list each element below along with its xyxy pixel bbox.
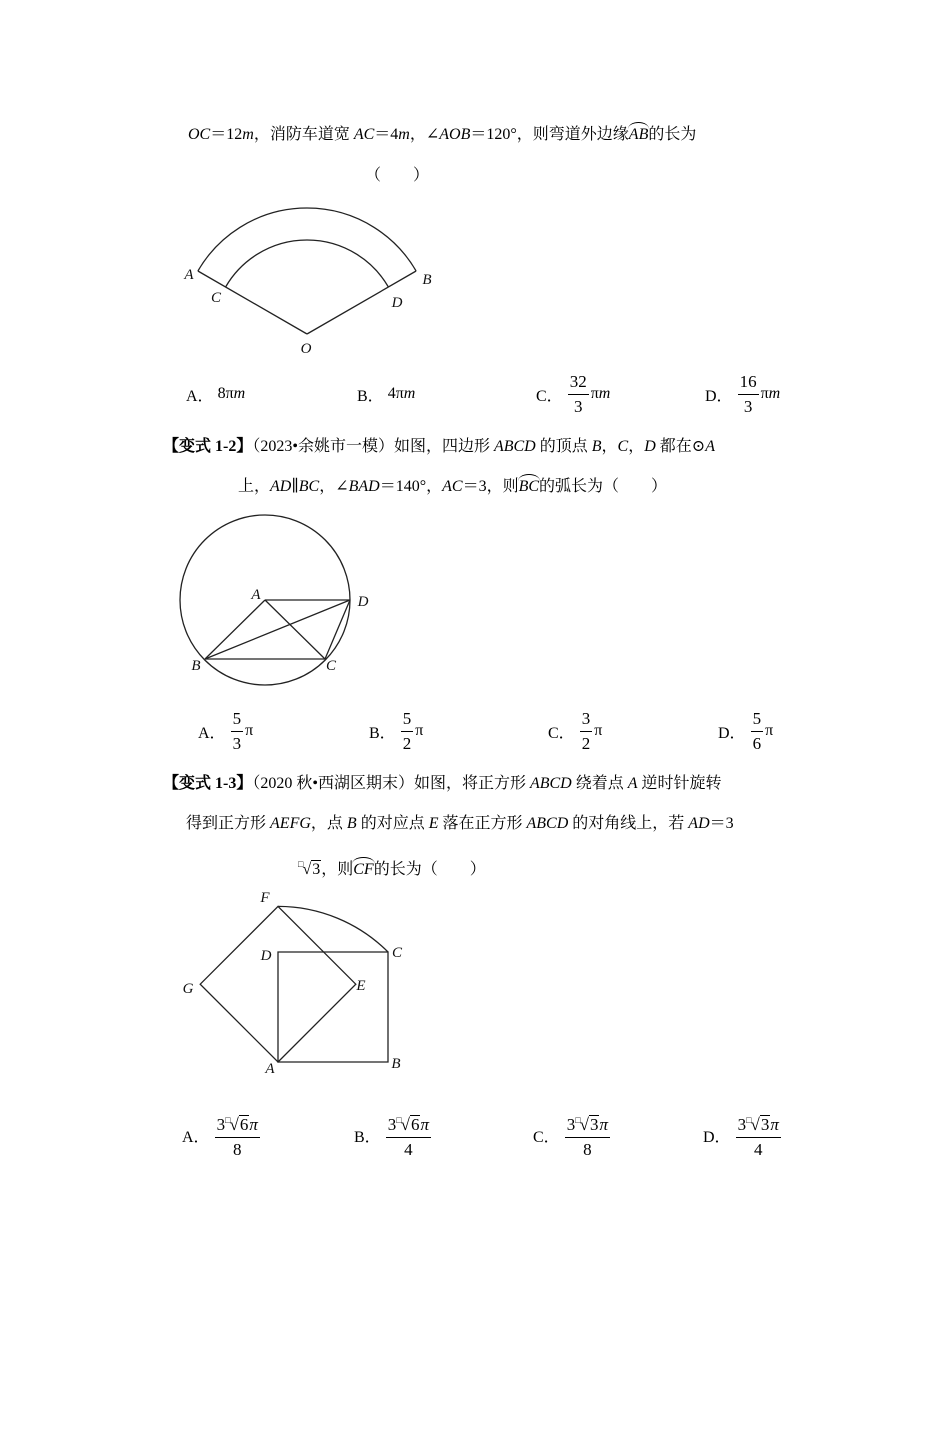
text-run: 的长为（ ）: [373, 861, 486, 878]
text-run: ＝12: [210, 126, 243, 143]
text-run: BC: [298, 478, 320, 495]
q1-answer-paren: （ ）: [365, 167, 430, 184]
point-label-b: B: [422, 272, 432, 288]
text-run: BAD: [348, 478, 380, 495]
option-unit: m: [768, 385, 781, 402]
point-label-d: D: [260, 948, 272, 964]
fraction: [736, 1109, 781, 1161]
option-label: A．: [182, 1128, 210, 1146]
text-run: 的长为: [648, 126, 697, 143]
q2-option-c: [548, 706, 602, 756]
text-run: D: [644, 438, 656, 455]
fraction-numerator: 3: [580, 708, 593, 732]
q2-option-a: [198, 706, 253, 756]
point-label-c: C: [325, 658, 337, 674]
q3-option-c: [533, 1108, 612, 1162]
fraction: [568, 371, 589, 418]
text-run: B: [591, 438, 602, 455]
option-label: B．: [354, 1128, 381, 1146]
option-label: A．: [198, 724, 226, 742]
text-run: ，消防车道宽: [253, 126, 354, 143]
fraction-denominator: 4: [404, 1140, 413, 1159]
q1-option-d: [705, 369, 780, 419]
text-run: 的对角线上，若: [568, 815, 689, 832]
option-label: D．: [718, 724, 746, 742]
point-label-a: A: [184, 267, 194, 283]
text-run: ＝140°，: [379, 478, 443, 495]
arc-notation: CF: [353, 858, 373, 882]
point-label-d: D: [357, 594, 369, 610]
pi-symbol: π: [599, 1115, 608, 1134]
option-value: π: [760, 385, 769, 402]
text-run: E: [428, 815, 439, 832]
option-label: D．: [703, 1128, 731, 1146]
text-run: ∥: [291, 478, 299, 495]
text-run: C: [617, 438, 629, 455]
text-run: AD: [688, 815, 710, 832]
text-run: A: [705, 438, 715, 455]
text-run: 【变式 1-2】: [163, 438, 253, 455]
fraction-numerator: [386, 1109, 431, 1138]
fraction-denominator: 8: [583, 1140, 592, 1159]
text-run: （2023•余姚市一模）如图，四边形: [252, 438, 494, 455]
text-run: √: [302, 861, 312, 878]
option-label: A．: [186, 387, 214, 405]
fraction: [565, 1109, 610, 1161]
segment-ab: [205, 600, 265, 659]
text-run: ABCD: [526, 815, 569, 832]
text-run: 得到正方形: [186, 815, 271, 832]
radical-sign: √: [579, 1115, 589, 1134]
pi-symbol: π: [249, 1115, 258, 1134]
q3-rotated-square-figure: [180, 880, 410, 1080]
fraction-denominator: 2: [581, 733, 591, 753]
option-value: π: [415, 722, 424, 739]
coefficient: 3: [387, 1115, 397, 1134]
radicand: 3: [760, 1115, 770, 1134]
text-run: 逆时针旋转: [637, 775, 722, 792]
pi-symbol: π: [420, 1115, 429, 1134]
fraction: [738, 371, 759, 418]
option-label: D．: [705, 387, 733, 405]
option-value: 4π: [387, 385, 404, 402]
q3-stem-line-3: [298, 852, 486, 876]
point-label-a: A: [265, 1061, 275, 1077]
text-run: 的顶点: [535, 438, 592, 455]
q2-option-b: [369, 706, 423, 756]
q3-stem-line-2: [186, 812, 734, 836]
point-label-f: F: [260, 890, 270, 906]
root-index: □: [746, 1115, 752, 1125]
option-label: C．: [548, 724, 575, 742]
q1-option-a: [186, 369, 245, 419]
text-run: AC: [353, 126, 375, 143]
text-run: B: [346, 815, 357, 832]
fraction: [215, 1109, 260, 1161]
text-run: ，则: [321, 861, 354, 878]
q3-option-d: [703, 1108, 783, 1162]
fraction-denominator: 3: [573, 396, 583, 416]
fraction-numerator: 5: [401, 708, 414, 732]
coefficient: 3: [737, 1115, 747, 1134]
text-run: □: [298, 859, 304, 869]
option-value: π: [590, 385, 599, 402]
option-value: π: [765, 722, 774, 739]
point-label-c: C: [391, 945, 403, 961]
q3-option-a: [182, 1108, 262, 1162]
fraction-numerator: [215, 1109, 260, 1138]
option-unit: m: [403, 385, 416, 402]
fraction-denominator: 3: [743, 396, 753, 416]
text-run: （2020 秋•西湖区期末）如图，将正方形: [252, 775, 530, 792]
q3-option-b: [354, 1108, 433, 1162]
text-run: 落在正方形: [438, 815, 527, 832]
radical-sign: √: [229, 1115, 239, 1134]
q1-sector-figure: [175, 195, 445, 365]
point-label-e: E: [356, 978, 366, 994]
text-run: AOB: [439, 126, 471, 143]
fraction: [580, 708, 593, 755]
text-run: m: [398, 126, 410, 143]
text-run: ABCD: [529, 775, 572, 792]
text-run: AEFG: [270, 815, 311, 832]
option-unit: m: [233, 385, 246, 402]
fraction: [751, 708, 764, 755]
option-value: 8π: [217, 385, 234, 402]
fraction-denominator: 6: [752, 733, 762, 753]
radical-sign: √: [750, 1115, 760, 1134]
q1-option-c: [536, 369, 610, 419]
text-run: 的对应点: [356, 815, 429, 832]
radicand: 3: [589, 1115, 599, 1134]
point-label-o: O: [300, 341, 312, 357]
fraction-numerator: [565, 1109, 610, 1138]
arc-notation: AB: [629, 123, 649, 147]
option-label: B．: [357, 387, 384, 405]
text-run: ，: [628, 438, 645, 455]
text-run: OC: [188, 126, 211, 143]
q1-option-b: [357, 369, 415, 419]
radical-sign: √: [400, 1115, 410, 1134]
fraction-denominator: 8: [232, 1140, 242, 1159]
fraction-numerator: 5: [751, 708, 764, 732]
radicand: 6: [410, 1115, 420, 1134]
point-label-b: B: [191, 658, 201, 674]
text-run: ＝3，则: [462, 478, 519, 495]
point-label-b: B: [391, 1056, 401, 1072]
fraction: [231, 708, 244, 755]
root-index: □: [396, 1115, 402, 1125]
text-run: 的弧长为（ ）: [539, 478, 668, 495]
text-run: ＝3: [709, 815, 734, 832]
text-run: ，点: [310, 815, 347, 832]
pi-symbol: π: [770, 1115, 779, 1134]
text-run: 【变式 1-3】: [163, 775, 253, 792]
q2-stem-line-2: [238, 475, 667, 499]
fraction-numerator: 16: [738, 371, 759, 395]
q3-stem-line-1: [163, 772, 722, 796]
fraction-numerator: 5: [231, 708, 244, 732]
coefficient: 3: [566, 1115, 576, 1134]
fraction-denominator: 4: [753, 1140, 763, 1159]
fraction-denominator: 2: [402, 733, 412, 753]
root-index: □: [575, 1115, 581, 1125]
option-label: C．: [533, 1128, 560, 1146]
text-run: 3: [312, 861, 321, 878]
option-value: π: [594, 722, 603, 739]
fraction-denominator: 3: [232, 733, 242, 753]
text-run: ，∠: [319, 478, 349, 495]
text-run: A: [627, 775, 638, 792]
fraction: [401, 708, 414, 755]
text-run: 都在⊙: [655, 438, 706, 455]
point-label-a: A: [251, 587, 261, 603]
fraction: [386, 1109, 431, 1161]
text-run: ，: [601, 438, 618, 455]
fraction-numerator: 32: [568, 371, 589, 395]
text-run: ＝120°，则弯道外边缘: [470, 126, 629, 143]
arc-notation: BC: [519, 475, 539, 499]
option-label: B．: [369, 724, 396, 742]
root-index: □: [225, 1115, 231, 1125]
text-run: 上，: [238, 478, 271, 495]
text-run: ＝4: [374, 126, 399, 143]
text-run: 绕着点: [571, 775, 628, 792]
point-label-g: G: [182, 981, 194, 997]
q1-stem-line: [188, 123, 696, 147]
point-label-d: D: [391, 295, 403, 311]
coefficient: 3: [216, 1115, 226, 1134]
option-value: π: [245, 722, 254, 739]
point-label-c: C: [210, 290, 222, 306]
option-label: C．: [536, 387, 563, 405]
text-run: AC: [442, 478, 463, 495]
q2-circle-figure: [175, 510, 380, 690]
fraction-numerator: [736, 1109, 781, 1138]
q2-option-d: [718, 706, 773, 756]
inner-arc-cd: [226, 240, 389, 287]
q2-stem-line-1: [163, 435, 715, 459]
option-unit: m: [598, 385, 611, 402]
segment-ac: [265, 600, 325, 659]
text-run: AD: [270, 478, 292, 495]
arc-cf: [278, 906, 388, 952]
radicand: 6: [239, 1115, 249, 1134]
text-run: ，∠: [409, 126, 440, 143]
text-run: m: [242, 126, 254, 143]
text-run: ABCD: [493, 438, 536, 455]
